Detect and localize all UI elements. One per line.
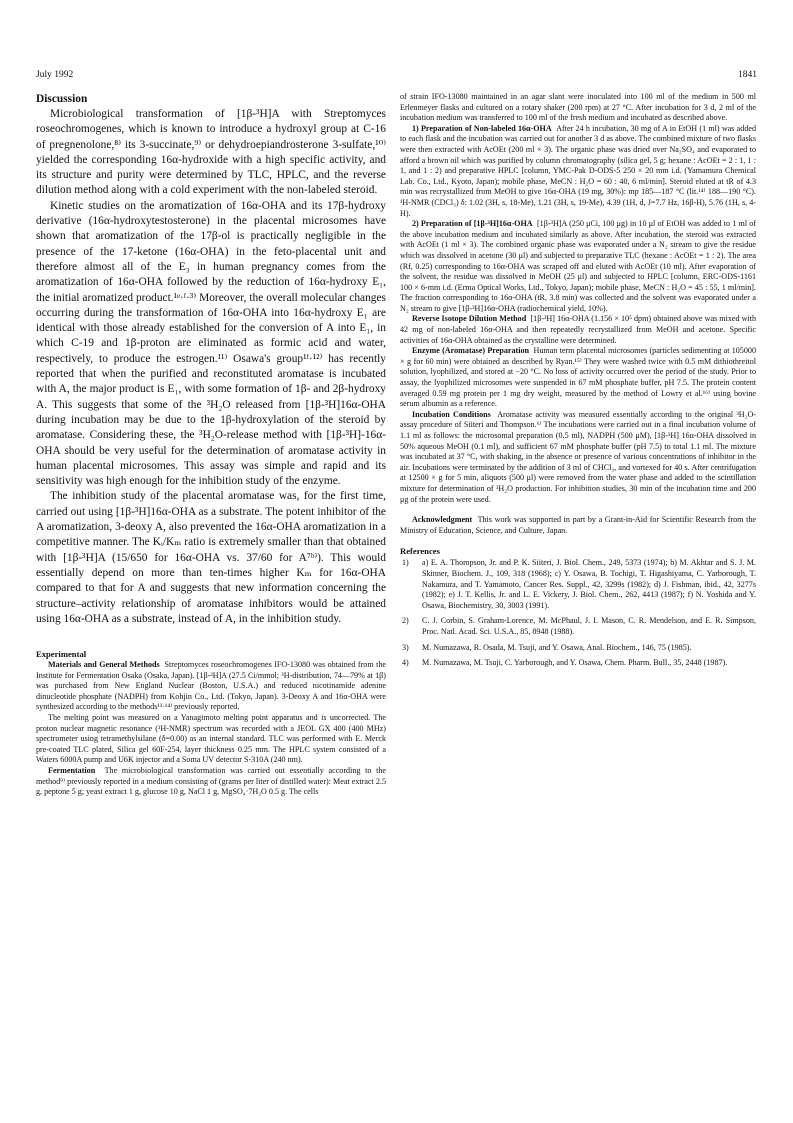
discussion-heading: Discussion — [36, 93, 88, 105]
fermentation-text: The microbiological transformation was carried out essentially according to the method⁹⁾ previously reported in a medium consisting of (grams per liter of distilled water): Meat extract 2.5 g, peptone 5 g; yeast extract 1 g, glucose 10 g, NaCl 1 g, MgSO₄·7H₂O 0.5 g. The cells — [36, 766, 387, 797]
reference-text: C. J. Corbin, S. Graham-Lorence, M. McPhaul, J. I. Mason, C. R. Mendelson, and E. R. Simpson, Proc. Natl. Acad. Sci. U.S.A., 85, 8948 (1988). — [422, 616, 756, 636]
reverse-dilution-heading: Reverse Isotope Dilution Method — [412, 314, 527, 324]
prep1-text: After 24 h incubation, 30 mg of A in EtOH (1 ml) was added to each flask and the incubation was carried out for another 3 d as above. The combined mixture of two flasks were then extracted with AcOEt (200 ml × 3). The organic phase was dried over Na₂SO₄ and evaporated to afford a brown oil which was purified by column chromatography (silica gel, 5 g; hexane : AcOEt = 2 : 1, 1 : 1, and 1 : 2) and preparative HPLC [column, YMC-Pak D-ODS-5 250 × 20 mm i.d. (Yamamura Chemical Lab. Co., Ltd., Kyoto, Japan); mobile phase, MeCN : H₂O = 60 : 40, 6 ml/min]. Steroid eluted at tR of 4.3 min was recrystallized from MeOH to give 16α-OHA (19 mg, 30%): mp 185—187 °C (lit.¹⁴⁾ 188—190 °C). ¹H-NMR (CDCl₃) δ: 1.02 (3H, s, 18-Me), 1.21 (3H, s, 19-Me), 4.39 (1H, d, J=7.7 Hz, 16β-H), 5.76 (1H, s, 4-H). — [400, 123, 757, 218]
incubation-text: Aromatase activity was measured essentially according to the original ³H₂O-assay procedure of Siiteri and Thompson.⁶⁾ The incubations were carried out in a final incubation volume of 1.1 ml as follows: the microsomal preparation (0.5 ml), NADPH (500 μM), [1β-³H] 16α-OHA dissolved in 50% aqueous MeOH (0.1 ml), and sufficient 67 mM phosphate buffer (pH 7.5) to total 1.1 ml. The mixture was incubated at 37 °C, with shaking, in the absence or presence of various concentrations of inhibitor in the air. Incubations were terminated by the addition of 3 ml of CHCl₃, and vortexed for 40 s. After centrifugation at 12500 × g for 5 min, aliquots (500 μl) were removed from the water phase and added to the scintillation mixture for determination of ³H₂O production. For inhibition studies, 30 min of the incubation time and 200 μg of the protein were used. — [400, 409, 756, 504]
prep1-paragraph — [400, 124, 756, 219]
right-column — [400, 92, 756, 674]
prep2-text: [1β-³H]A (250 μCi, 100 μg) in 10 μl of EtOH was added to 1 ml of the above incubation medium and incubated similarly as above. After incubation, the steroid was extracted with AcOEt (1 ml × 3). The combined organic phase was evaporated under a N₂ stream to give the residue which was dissolved in acetone (30 μl) and subjected to preparative TLC (hexane : AcOEt = 1 : 2). The area (Rf, 0.25) corresponding to 16α-OHA was scraped off and eluted with AcOEt (10 ml). After evaporation of the solvent, the residue was dissolved in MeOH (25 μl) and subjected to HPLC [column, ERC-ODS-1161 100 × 6-mm i.d. (Erma Optical Works, Ltd., Tokyo, Japan); mobile phase, MeCN : H₂O = 45 : 55, 1 ml/min]. The fraction corresponding to 16α-OHA (tR, 3.8 min) was collected and the solvent was evaporated under a N₂ stream to give [1β-³H]16α-OHA (radiochemical yield, 10%). — [400, 219, 756, 313]
reference-number: 2) — [402, 616, 409, 626]
incubation-paragraph — [400, 410, 756, 505]
left-column — [36, 92, 386, 798]
discussion-paragraph: Microbiological transformation of [1β-³H]A with Streptomyces roseochromogenes, which is known to introduce a hydroxyl group at C-16 of pregnenolone,⁸⁾ its 3-succinate,⁹⁾ or dehydroepiandrosterone 3-sulfate,¹⁰⁾ yielded the corresponding 16α-hydroxide with a high specific activity, and its structure and purity were determined by TLC, HPLC, and the reverse dilution method along with a cold experiment with the non-labeled steroid. — [36, 108, 386, 197]
reverse-dilution-text: [1β-³H] 16α-OHA (1.156 × 10⁵ dpm) obtained above was mixed with 42 mg of non-labeled 16α-OHA and then repeatedly recrystallized from MeOH and acetone. Specific activities of 16α-OHA obtained as the crystalline were determined. — [400, 314, 757, 345]
reference-number: 4) — [402, 658, 409, 668]
prep2-heading: 2) Preparation of [1β-³H]16α-OHA — [412, 219, 533, 229]
reference-item — [400, 616, 756, 637]
acknowledgment-heading: Acknowledgment — [412, 515, 473, 525]
page-number: 1841 — [738, 70, 757, 80]
melting-paragraph: The melting point was measured on a Yanagimoto melting point apparatus and is uncorrected. The proton nuclear magnetic resonance (¹H-NMR) spectrum was recorded with a JEOL GX 400 (400 MHz) spectrometer using tetramethylsilane (δ=0.00) as an internal standard. TLC was performed with E. Merck pre-coated TLC plated, Silica gel 60F-254, layer thickness 0.25 mm. The HPLC system consisted of a Waters 6000A pump and U6K injector and a Soma UV detector S-310A (240 nm). — [36, 713, 386, 765]
materials-paragraph — [36, 660, 386, 713]
reference-item — [400, 558, 756, 611]
references-heading: References — [400, 546, 440, 557]
fermentation-heading: Fermentation — [48, 766, 96, 776]
acknowledgment-paragraph — [400, 515, 756, 536]
acknowledgment-text: This work was supported in part by a Grant-in-Aid for Scientific Research from the Ministry of Education, Science, and Culture, Japan. — [400, 515, 757, 535]
reference-item — [400, 643, 756, 654]
references-list — [400, 558, 756, 668]
experimental-heading: Experimental — [36, 649, 87, 660]
reference-item — [400, 658, 756, 669]
running-header-date: July 1992 — [36, 70, 74, 80]
enzyme-heading: Enzyme (Aromatase) Preparation — [412, 346, 530, 356]
reverse-dilution-paragraph — [400, 314, 756, 346]
reference-number: 1) — [402, 558, 409, 568]
reference-text: M. Numazawa, M. Tsuji, C. Yarborough, and Y. Osawa, Chem. Pharm. Bull., 35, 2448 (1987). — [422, 658, 728, 668]
fermentation-continued: of strain IFO-13080 maintained in an agar slant were inoculated into 100 ml of the medium in 500 ml Erlenmeyer flasks and cultured on a rotary shaker (200 rpm) at 27 °C. After incubation for 3 d, 2 ml of the incubation medium was transferred to 100 ml of the fresh medium and incubated as described above. — [400, 92, 756, 123]
materials-text: Streptomyces roseochromogenes IFO-13080 was obtained from the Institute for Fermentation Osaka (Osaka, Japan). [1β-³H]A (27.5 Ci/mmol; ³H-distribution, 74—79% at 1β) was purchased from New England Nuclear (Boston, U.S.A.) and reduced nicotinamide adenine dinucleotide phosphate (NADPH) from Kohjin Co., Ltd. (Tokyo, Japan). 3-Deoxy A and 16α-OHA were synthesized according to the methods¹³·¹⁴⁾ previously reported. — [36, 660, 386, 712]
enzyme-text: Human term placental microsomes (particles sedimenting at 105000 × g for 60 min) were obtained as described by Ryan.¹⁵⁾ They were washed twice with 0.5 mM dithiothreitol solution, lyophilized, and stored at −20 °C. No loss of activity occurred over the period of the study. Prior to assay, the lyophilized microsomes were suspended in 67 mM phosphate buffer, pH 7.5. The protein content averaged 0.59 mg protein per 1 mg dry weight, measured by the method of Lowry et al.¹⁶⁾ using bovine serum albumin as a reference. — [400, 346, 756, 409]
discussion-paragraph: The inhibition study of the placental aromatase was, for the first time, carried out using [1β-³H]16α-OHA as a substrate. The potent inhibitor of the A aromatization, 3-deoxy A, also prevented the 16α-OHA aromatization in a competitive manner. The Kᵢ/Kₘ ratio is extremely smaller than that obtained with [1β-³H]A (15/650 for 16α-OHA vs. 37/60 for A⁷ᵇ⁾). This would essentially depend on more than ten-times higher Kₘ for 16α-OHA compared to that for A and suggests that new information concerning the structure–activity relationship of aromatase inhibitors would be attained using 16α-OHA as a substrate, instead of A, in the inhibition study. — [36, 490, 386, 625]
reference-number: 3) — [402, 642, 409, 652]
materials-heading: Materials and General Methods — [48, 660, 160, 670]
reference-text: M. Numazawa, R. Osada, M. Tsuji, and Y. Osawa, Anal. Biochem., 146, 75 (1985). — [422, 642, 692, 652]
fermentation-paragraph — [36, 766, 386, 798]
discussion-paragraph: Kinetic studies on the aromatization of 16α-OHA and its 17β-hydroxy derivative (16α-hydroxytestosterone) in the placental microsomes have shown that aromatization of the 17β-ol is practically negligible in the presence of the 17-ketone (16α-OHA) in the feto-placental unit and therefore almost all of the E₃ in human pregnancy comes from the aromatization of 16α-OHA followed by the reduction of 16α-hydroxy E₁, the initial aromatized product.¹ᵉ·ᶠ·³⁾ Moreover, the overall molecular changes occurring during the transformation of 16α-OHA into 16α-hydroxy E₁ are identical with those already established for the conversion of A into E₁, in which C-19 and 1β-proton are eliminated as formic acid and water, respectively, to produce the estrogen.¹¹⁾ Osawa's group¹ᶠ·¹²⁾ has recently reported that when the purified and reconstituted aromatase is incubated with A, the major product is E₁, with some formation of 1β- and 2β-hydroxy A. This suggests that some of the ³H₂O released from [1β-³H]16α-OHA during incubation may be due to the 1β-hydroxylation of the steroid by aromatase. Considering these, the ³H₂O-release method with [1β-³H]-16α-OHA should be very useful for the determination of aromatase activity in human placental microsomes. This assay was simple and rapid and its sensitivity was high enough for the inhibition study of the enzyme. — [36, 199, 386, 488]
prep1-heading: 1) Preparation of Non-labeled 16α-OHA — [412, 123, 552, 133]
reference-text: a) E. A. Thompson, Jr. and P. K. Siiteri, J. Biol. Chem., 249, 5373 (1974); b) M. Akhtar and S. J. M. Skinner, Biochem. J., 109, 318 (1968); c) Y. Osawa, B. Tochigi, T. Higashiyama, C. Yarborough, T. Nakamura, and T. Yamamoto, Cancer Res. Suppl., 42, 3299s (1982); d) J. Fishman, ibid., 42, 3277s (1982); e) J. T. Kellis, Jr. and L. E. Vickery, J. Biol. Chem., 262, 4413 (1987); f) N. Yoshida and Y. Osawa, Biochemistry, 30, 3003 (1991). — [422, 558, 756, 610]
enzyme-paragraph — [400, 346, 756, 410]
incubation-heading: Incubation Conditions — [412, 409, 491, 419]
prep2-paragraph — [400, 219, 756, 314]
